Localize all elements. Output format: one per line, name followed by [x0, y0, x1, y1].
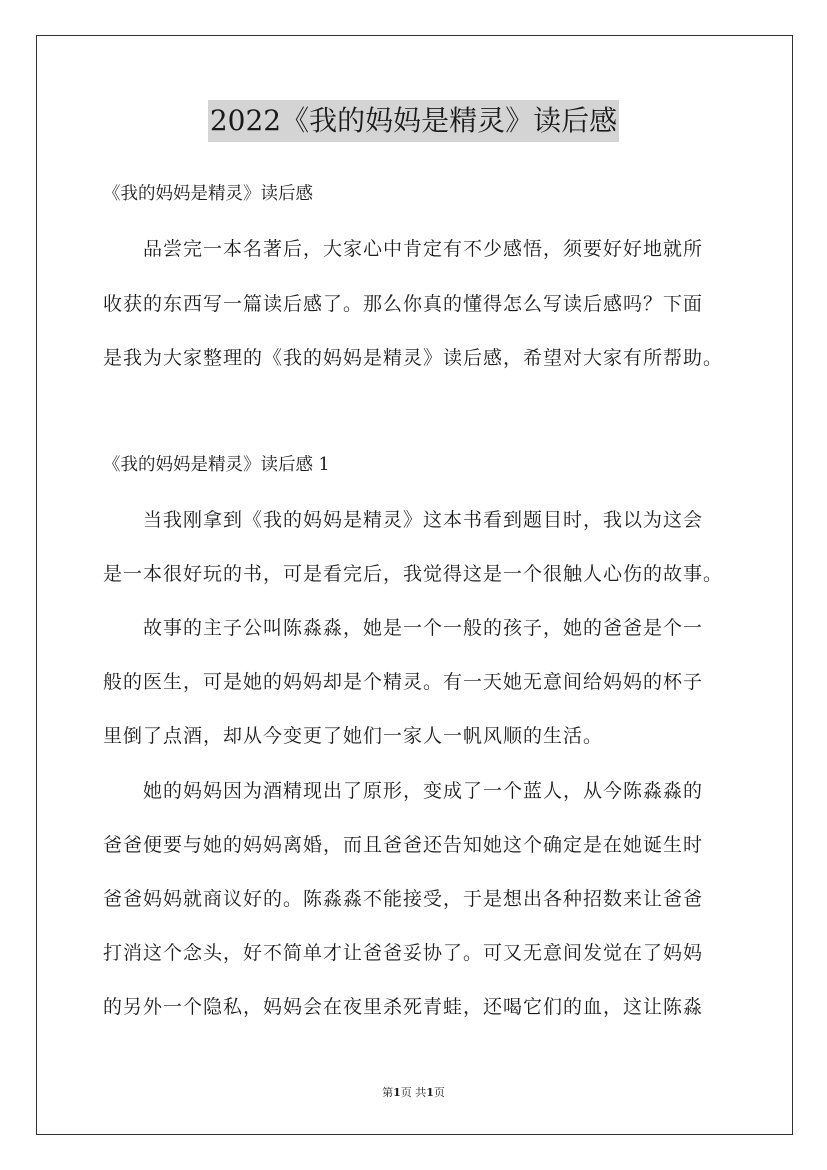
paragraph-line: 爸爸便要与她的妈妈离婚，而且爸爸还告知她这个确定是在她诞生时 [103, 834, 704, 856]
paragraph-line: 收获的东西写一篇读后感了。那么你真的懂得怎么写读后感吗？下面 [103, 293, 704, 315]
section-heading: 《我的妈妈是精灵》读后感 [103, 184, 313, 204]
paragraph-line: 爸爸妈妈就商议好的。陈淼淼不能接受，于是想出各种招数来让爸爸 [103, 888, 704, 910]
paragraph-line: 般的医生，可是她的妈妈却是个精灵。有一天她无意间给妈妈的杯子 [103, 671, 704, 693]
paragraph-line: 是一本很好玩的书，可是看完后，我觉得这是一个很触人心伤的故事。 [103, 563, 724, 585]
paragraph-line: 当我刚拿到《我的妈妈是精灵》这本书看到题目时，我以为这会 [143, 509, 704, 531]
footer-mid: 页 共 [400, 1086, 427, 1099]
paragraph-line: 她的妈妈因为酒精现出了原形，变成了一个蓝人，从今陈淼淼的 [143, 780, 704, 802]
page-footer [0, 1085, 827, 1101]
paragraph-line: 里倒了点酒，却从今变更了她们一家人一帆风顺的生活。 [103, 725, 604, 747]
paragraph-line: 的另外一个隐私，妈妈会在夜里杀死青蛙，还喝它们的血，这让陈淼 [103, 996, 704, 1018]
footer-total-pages: 1 [426, 1086, 434, 1099]
footer-suffix: 页 [433, 1086, 445, 1099]
paragraph-line: 品尝完一本名著后，大家心中肯定有不少感悟，须要好好地就所 [143, 238, 704, 260]
paragraph-line: 故事的主子公叫陈淼淼，她是一个一般的孩子，她的爸爸是个一 [143, 617, 704, 639]
paragraph-line: 是我为大家整理的《我的妈妈是精灵》读后感，希望对大家有所帮助。 [103, 347, 724, 369]
footer-prefix: 第 [382, 1086, 394, 1099]
document-title: 2022《我的妈妈是精灵》读后感 [208, 100, 619, 142]
footer-page-number: 1 [393, 1086, 401, 1099]
paragraph-line: 打消这个念头，好不简单才让爸爸妥协了。可又无意间发觉在了妈妈 [103, 942, 704, 964]
title-container [0, 100, 827, 142]
section-heading: 《我的妈妈是精灵》读后感 1 [103, 455, 330, 475]
